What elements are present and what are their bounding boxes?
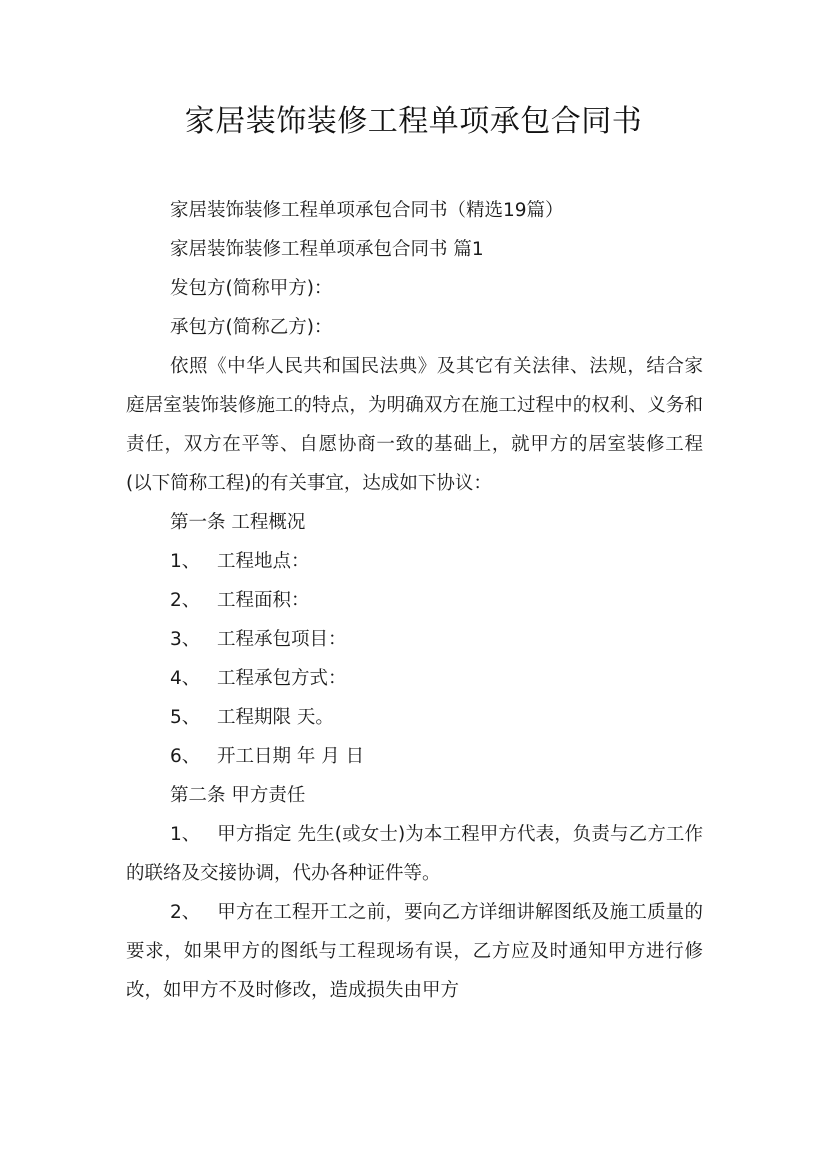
list-item [126, 737, 703, 776]
paragraph-text: 发包方(简称甲方)： [170, 278, 333, 299]
paragraph-article-1 [126, 503, 703, 542]
paragraph-text: 工程地点： [217, 551, 310, 572]
list-item [126, 893, 703, 1010]
list-item [126, 698, 703, 737]
list-item-number: 5、 [170, 707, 201, 728]
paragraph-text: 工程期限 天。 [217, 707, 334, 728]
paragraph-text: 第一条 工程概况 [170, 512, 306, 533]
paragraph-preamble [126, 347, 703, 503]
paragraph-text: 甲方指定 先生(或女士)为本工程甲方代表，负责与乙方工作的联络及交接协调，代办各种证件等。 [126, 824, 703, 884]
list-item-number: 3、 [170, 629, 201, 650]
paragraph-text: 开工日期 年 月 日 [217, 746, 365, 767]
list-item [126, 659, 703, 698]
paragraph-text: 依照《中华人民共和国民法典》及其它有关法律、法规，结合家庭居室装饰装修施工的特点，为明确双方在施工过程中的权利、义务和责任，双方在平等、自愿协商一致的基础上，就甲方的居室装修工程(以下简称工程)的有关事宜，达成如下协议： [126, 356, 703, 494]
list-item [126, 542, 703, 581]
paragraph-text: 承包方(简称乙方)： [170, 317, 333, 338]
list-item-number: 6、 [170, 746, 201, 767]
paragraph-heading [126, 191, 703, 230]
paragraph-party-a [126, 269, 703, 308]
document-title: 家居装饰装修工程单项承包合同书 [184, 104, 643, 139]
list-item-number: 4、 [170, 668, 201, 689]
paragraph-text: 工程面积： [217, 590, 310, 611]
list-item [126, 620, 703, 659]
paragraph-section-title [126, 230, 703, 269]
paragraph-text: 家居装饰装修工程单项承包合同书 篇1 [170, 239, 484, 260]
paragraph-article-2 [126, 776, 703, 815]
document-body [126, 191, 703, 1010]
paragraph-text: 家居装饰装修工程单项承包合同书（精选19篇） [170, 200, 564, 221]
paragraph-text: 第二条 甲方责任 [170, 785, 306, 806]
paragraph-text: 工程承包方式： [217, 668, 347, 689]
list-item [126, 815, 703, 893]
list-item-number: 1、 [170, 824, 201, 845]
paragraph-party-b [126, 308, 703, 347]
list-item-number: 2、 [170, 590, 201, 611]
paragraph-text: 甲方在工程开工之前，要向乙方详细讲解图纸及施工质量的要求，如果甲方的图纸与工程现场有误，乙方应及时通知甲方进行修改，如甲方不及时修改，造成损失由甲方 [126, 902, 703, 1001]
list-item-number: 1、 [170, 551, 201, 572]
list-item [126, 581, 703, 620]
list-item-number: 2、 [170, 902, 201, 923]
paragraph-text: 工程承包项目： [217, 629, 347, 650]
